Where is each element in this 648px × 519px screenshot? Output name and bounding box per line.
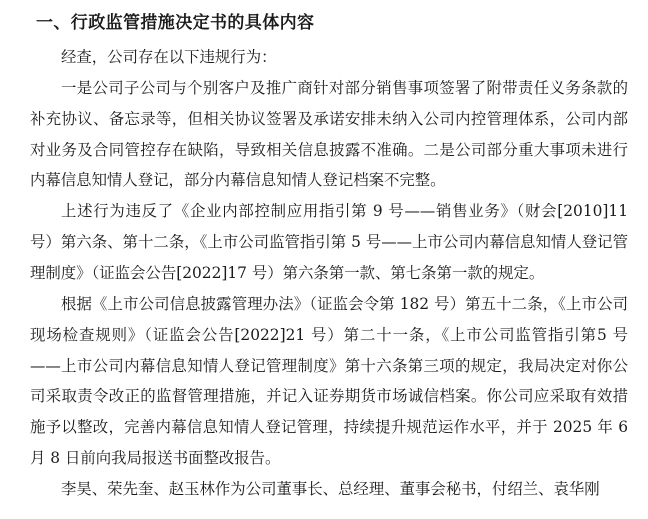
paragraph-findings-intro: 经查，公司存在以下违规行为： [61, 48, 277, 66]
paragraph-decision: 根据《上市公司信息披露管理办法》（证监会令第 182 号）第五十二条，《上市公司现场检查规则》（证监会公告[2022]21 号）第二十一条，《上市公司监管指引第5 号——上市公司内幕信息知情人登记管理制度》第十六条第三项的规定，我局决定对你公司采取责令改正的监督管理措施，并记入证券期货市场诚信档案。你公司应采取有效措施予以整改，完善内幕信息知情人登记管理，持续提升规范运作水平，并于 2025 年 6 月 8 日前向我局报送书面整改报告。 [30, 295, 628, 467]
paragraph-violations: 一是公司子公司与个别客户及推广商针对部分销售事项签署了附带责任义务条款的补充协议、备忘录等，但相关协议签署及承诺安排未纳入公司内控管理体系，公司内部对业务及合同管控存在缺陷，导致相关信息披露不准确。二是公司部分重大事项未进行内幕信息知情人登记，部分内幕信息知情人登记档案不完整。 [30, 79, 628, 190]
paragraph-rules-violated: 上述行为违反了《企业内部控制应用指引第 9 号——销售业务》（财会[2010]11号）第六条、第十二条，《上市公司监管指引第 5 号——上市公司内幕信息知情人登记管理制度》（证监会公告[2022]17 号）第六条第一款、第七条第一款的规定。 [30, 202, 628, 282]
paragraph-responsible-persons: 李昊、荣先奎、赵玉林作为公司董事长、总经理、董事会秘书，付绍兰、袁华刚 [61, 480, 600, 498]
section-heading: 一、行政监管措施决定书的具体内容 [36, 13, 315, 33]
